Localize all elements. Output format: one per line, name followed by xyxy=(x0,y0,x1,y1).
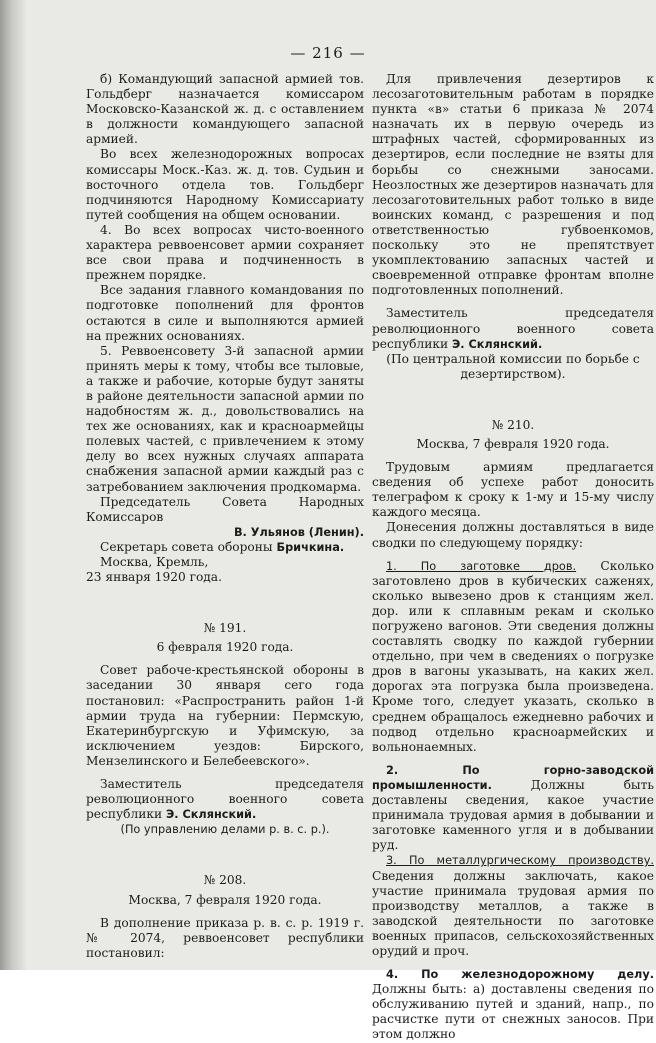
spacer xyxy=(86,837,364,857)
left-column xyxy=(86,72,364,961)
date-line: 23 января 1920 года. xyxy=(86,570,222,585)
signature-name: Э. Склянский. xyxy=(451,337,543,351)
right-column xyxy=(372,72,654,1043)
spacer xyxy=(372,959,654,967)
spacer xyxy=(86,655,364,663)
place-line: Москва, Кремль, xyxy=(100,555,209,569)
signature-name: Э. Склянский. xyxy=(165,808,257,822)
secretary-title: Секретарь совета обороны xyxy=(100,539,273,554)
paragraph: 4. Во всех вопросах чисто-военного характера реввоенсовет армии сохраняет все свои права и подчиненность в прежнем порядке. xyxy=(86,222,364,283)
section-heading: 4. По железнодорожному делу. xyxy=(386,968,654,982)
source-text: (По управлению делами р. в. с. р.). xyxy=(120,823,330,837)
spacer xyxy=(86,585,364,605)
paragraph xyxy=(372,967,654,1042)
document-date: Москва, 7 февраля 1920 года. xyxy=(416,436,610,451)
signature-title: Председатель Совета Народных Комиссаров xyxy=(86,494,364,524)
document-date: Москва, 7 февраля 1920 года. xyxy=(128,892,322,907)
paragraph: В дополнение приказа р. в. с. р. 1919 г. № 2074, реввоенсовет республики постановил: xyxy=(86,915,364,960)
signature-title: Заместитель председателя революционного военного совета республики xyxy=(86,777,364,822)
paragraph xyxy=(372,853,654,959)
paragraph: Во всех железнодорожных вопросах комиссары Моск.-Каз. ж. д. тов. Судьин и восточного отдела тов. Гольдберг подчиняются Народному Комиссариату путей сообщения на общем основании. xyxy=(86,147,364,222)
section-heading: 3. По металлургическому производству. xyxy=(386,854,654,868)
document-number: № 208. xyxy=(203,873,247,888)
paragraph xyxy=(372,559,654,755)
secretary-name: Бричкина. xyxy=(276,540,345,554)
document-date: 6 февраля 1920 года. xyxy=(156,640,294,655)
paragraph: Трудовым армиям предлагается сведения об успехе работ доносить телеграфом к сроку к 1-му и 15-му числу каждого месяца. xyxy=(372,460,654,520)
section-heading: 2. По горно-заводской промышленности. xyxy=(372,763,654,792)
section-heading: 1. По заготовке дров. xyxy=(386,559,577,573)
signature-title: Заместитель председателя революционного военного совета республики xyxy=(372,306,654,351)
signature-name-text: В. Ульянов (Ленин). xyxy=(233,525,364,539)
source-line: (По центральной комиссии по борьбе с дезертирством). xyxy=(386,351,640,381)
section-text: Сведения должны заключать, какое участие принимала трудовая армия по производству металлов, а также в заводской деятельности по заготовке военных припасов, сельскохозяйственных орудий и проч. xyxy=(372,868,654,958)
signature-name xyxy=(86,525,364,540)
paragraph: Для привлечения дезертиров к лесозаготовительным работам в порядке пункта «в» статьи 6 приказа № 2074 назначать их в первую очередь из штрафных частей, сформированных из дезертиров, если последние не взяты для борьбы со снежными заносами. Неозлостных же дезертиров назначать для лесозаготовительных работ только в виде воинских команд, с разрешения и под ответственностью губвоенкомов, поскольку это не препятствует укомплектованию запасных частей и своевременной отправке фронтам вполне подготовленных пополнений. xyxy=(372,72,654,298)
source-line xyxy=(86,822,364,837)
section-text: Должны быть доставлены сведения, какое участие принимала трудовая армия в добывании и заготовке каменного угля и в добывании руд. xyxy=(372,777,655,853)
section-text: Должны быть: а) доставлены сведения по обслуживанию путей и зданий, напр., по расчистке пути от снежных заносов. При этом должно xyxy=(372,982,654,1042)
paragraph xyxy=(372,763,654,854)
document-number: № 210. xyxy=(491,417,535,432)
spacer xyxy=(372,382,654,402)
paragraph: б) Командующий запасной армией тов. Гольдберг назначается комиссаром Московско-Казанской ж. д. с оставлением в должности командующего запасной армией. xyxy=(86,72,364,147)
spacer xyxy=(372,452,654,460)
spacer xyxy=(372,755,654,763)
document-number: № 191. xyxy=(203,621,247,636)
page-number: — 216 — xyxy=(290,44,366,62)
paragraph: Совет рабоче-крестьянской обороны в заседании 30 января сего года постановил: «Распространить район 1-й армии труда на губернии: Пермскую, Екатеринбургскую и Уфимскую, за исключением уездов: Бирского, Мензелинского и Белебеевского». xyxy=(86,663,364,768)
signature-block xyxy=(372,306,654,351)
page-binding-shadow xyxy=(0,0,26,970)
secretary-line xyxy=(86,540,364,555)
paragraph: 5. Реввоенсовету 3-й запасной армии принять меры к тому, чтобы все тыловые, а также и рабочие, которые будут заняты в районе деятельности запасной армии по надобностям ж. д., довольствовались на тех же основаниях, как и красноармейцы полевых частей, с привлечением к этому делу во всех нужных случаях аппарата снабжения запасной армии каждый раз с затребованием заключения продкомарма. xyxy=(86,343,364,494)
paragraph: Донесения должны доставляться в виде сводки по следующему порядку: xyxy=(372,520,654,550)
section-text: Сколько заготовлено дров в кубических саженях, сколько вывезено дров к станциям жел. дор. или к сплавным рекам и сколько погружено вагонов. Эти сведения должны составлять сводку по каждой губернии отдельно, при чем в сведениях о погрузке дров в вагоны указывать, на каких жел. дорогах эта погрузка была произведена. Кроме того, следует указать, сколько в среднем обращалось ежедневно рабочих и подвод отдельно красноармейских и вольнонаемных. xyxy=(372,558,654,754)
spacer xyxy=(86,908,364,916)
paragraph: Все задания главного командования по подготовке пополнений для фронтов остаются в силе и выполняются армией на прежних основаниях. xyxy=(86,283,364,343)
spacer xyxy=(86,769,364,777)
spacer xyxy=(372,551,654,559)
signature-block xyxy=(86,777,364,822)
spacer xyxy=(372,298,654,306)
